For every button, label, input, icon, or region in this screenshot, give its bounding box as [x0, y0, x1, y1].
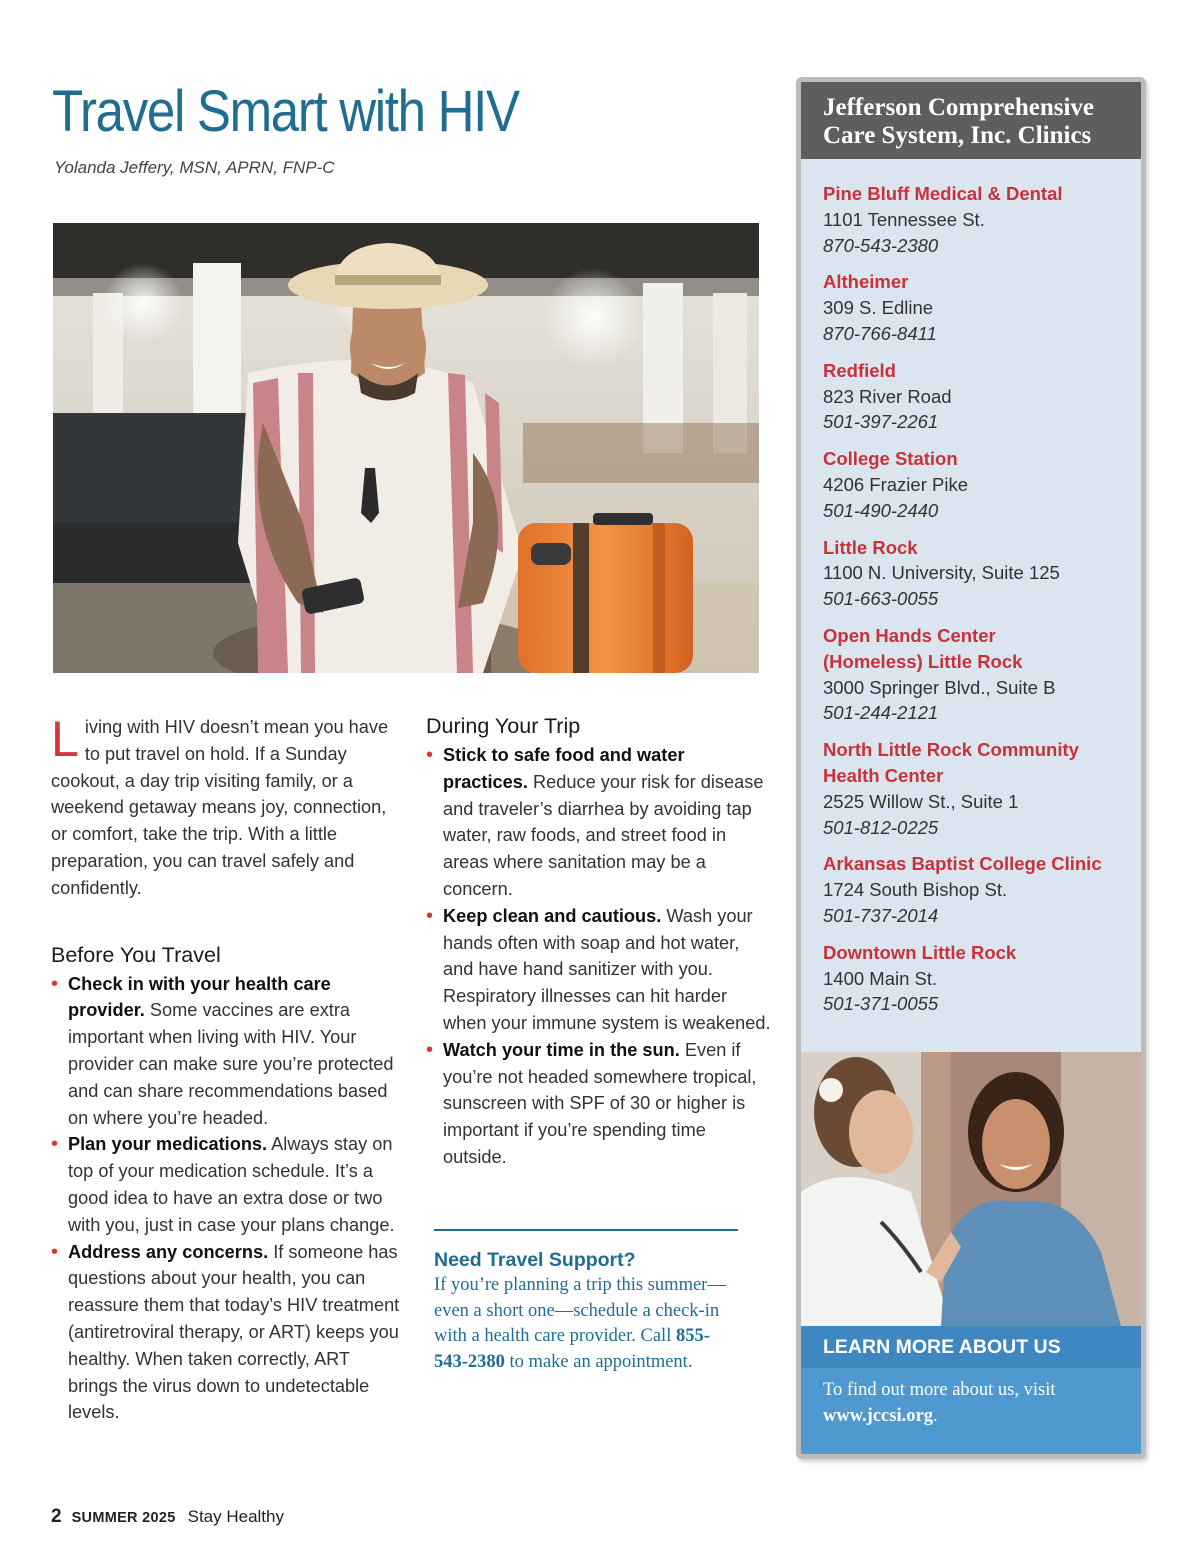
clinic-address: 1400 Main St.	[823, 967, 938, 989]
bullet-text: Some vaccines are extra important when living with HIV. Your provider can make sure you’re protected and can share recommendations based on where you’re headed.	[68, 1000, 394, 1128]
clinic-name: Open Hands Center (Homeless) Little Rock	[823, 624, 1023, 672]
clinic-entry	[823, 940, 1131, 1017]
callout-body	[434, 1273, 738, 1375]
callout-text-end: to make an appointment.	[504, 1351, 693, 1372]
learn-more-suffix: .	[932, 1406, 938, 1426]
callout-text: If you’re planning a trip this summer—even a short one—schedule a check-in with a health care provider. Call	[434, 1275, 726, 1346]
bullet-lead: Check in with your health care provider.	[68, 973, 331, 1021]
list-item	[426, 1037, 771, 1171]
clinic-phone: 870-766-8411	[823, 322, 937, 344]
clinic-phone: 501-371-0055	[823, 993, 939, 1015]
clinic-address: 2525 Willow St., Suite 1	[823, 790, 1019, 812]
learn-more-text: To find out more about us, visit	[823, 1380, 1056, 1400]
traveler-illustration	[53, 223, 759, 673]
column-right	[426, 712, 771, 1171]
bullet-text: Even if you’re not headed somewhere tropical, sunscreen with SPF of 30 or higher is important if you’re spending time outside.	[443, 1039, 757, 1167]
clinic-phone: 870-543-2380	[823, 234, 939, 256]
clinic-address: 1100 N. University, Suite 125	[823, 562, 1060, 584]
learn-more-heading: LEARN MORE ABOUT US	[801, 1326, 1141, 1368]
clinic-address: 3000 Springer Blvd., Suite B	[823, 676, 1056, 698]
bullet-lead: Plan your medications.	[68, 1134, 268, 1155]
issue-season: SUMMER 2025	[71, 1510, 176, 1526]
callout-title: Need Travel Support?	[434, 1249, 636, 1271]
clinic-phone: 501-397-2261	[823, 411, 939, 433]
bullet-text: Reduce your risk for disease and traveler’s diarrhea by avoiding tap water, raw foods, and street food in areas where sanitation may be a concern.	[443, 771, 764, 899]
during-trip-list	[426, 742, 771, 1171]
clinic-entry	[823, 851, 1131, 928]
bullet-lead: Watch your time in the sun.	[443, 1039, 680, 1060]
learn-more-body	[801, 1368, 1141, 1454]
clinic-entry	[823, 358, 1131, 435]
clinic-address: 4206 Frazier Pike	[823, 473, 968, 495]
bullet-lead: Stick to safe food and water practices.	[443, 745, 685, 792]
clinic-phone: 501-663-0055	[823, 588, 939, 610]
byline: Yolanda Jeffery, MSN, APRN, FNP-C	[54, 158, 335, 177]
before-travel-heading: Before You Travel	[51, 942, 221, 967]
clinic-phone: 501-490-2440	[823, 499, 939, 521]
clinic-entry	[823, 181, 1131, 258]
list-item	[51, 1131, 403, 1238]
list-item	[426, 742, 771, 903]
drop-cap: L	[51, 711, 79, 767]
sidebar-heading: Jefferson Comprehensive Care System, Inc. Clinics	[801, 82, 1141, 159]
article-title: Travel Smart with HIV	[52, 79, 519, 144]
bullet-text: Wash your hands often with soap and hot water, and have hand sanitizer with you. Respiratory illnesses can hit harder when your immune system is weakened.	[443, 905, 771, 1033]
column-left	[51, 711, 403, 1426]
intro-text: iving with HIV doesn’t mean you have to put travel on hold. If a Sunday cookout, a day trip visiting family, or a weekend getaway means joy, connection, or comfort, take the trip. With a little preparation, you can travel safely and confidently.	[51, 717, 389, 898]
clinic-name: North Little Rock Community Health Center	[823, 739, 1079, 786]
clinic-phone: 501-737-2014	[823, 904, 939, 926]
list-item	[51, 1239, 403, 1427]
clinic-name: Little Rock	[823, 536, 918, 558]
clinic-list	[801, 159, 1141, 1017]
clinic-entry	[823, 269, 1131, 346]
clinic-name: Arkansas Baptist College Clinic	[823, 853, 1102, 875]
clinic-entry	[823, 446, 1131, 523]
clinic-name: Downtown Little Rock	[823, 941, 1017, 963]
clinic-name: Redfield	[823, 359, 896, 381]
clinic-phone: 501-244-2121	[823, 702, 939, 724]
clinic-address: 823 River Road	[823, 385, 952, 407]
page-number: 2	[51, 1506, 62, 1527]
before-travel-list	[51, 971, 403, 1427]
provider-patient-illustration	[801, 1052, 1141, 1326]
list-item	[426, 903, 771, 1037]
clinic-address: 1724 South Bishop St.	[823, 879, 1008, 901]
list-item	[51, 971, 403, 1132]
website-link[interactable]: www.jccsi.org	[823, 1406, 933, 1426]
clinic-address: 309 S. Edline	[823, 297, 934, 319]
clinic-phone: 501-812-0225	[823, 816, 939, 838]
bullet-text: Always stay on top of your medication schedule. It’s a good idea to have an extra dose or two with you, just in case your plans change.	[68, 1134, 395, 1235]
intro-paragraph	[51, 711, 403, 902]
clinic-address: 1101 Tennessee St.	[823, 208, 985, 230]
clinic-name: Altheimer	[823, 271, 909, 293]
clinic-entry	[823, 623, 1131, 726]
clinic-name: Pine Bluff Medical & Dental	[823, 183, 1063, 204]
bullet-lead: Keep clean and cautious.	[443, 905, 662, 926]
travel-support-callout	[434, 1229, 738, 1375]
hero-photo-traveler	[53, 223, 759, 673]
page-footer	[51, 1506, 284, 1528]
clinic-name: College Station	[823, 448, 958, 470]
bullet-lead: Address any concerns.	[68, 1241, 269, 1262]
clinics-sidebar	[796, 77, 1146, 1459]
sidebar-photo-provider-patient	[801, 1052, 1141, 1326]
callout-phone-link[interactable]: 855-543-2380	[434, 1326, 710, 1372]
publication-name: Stay Healthy	[187, 1507, 284, 1526]
bullet-text: If someone has questions about your health, you can reassure them that today’s HIV treatment (antiretroviral therapy, or ART) keeps you healthy. When taken correctly, ART brings the virus down to undetectable levels.	[68, 1241, 400, 1423]
during-trip-heading: During Your Trip	[426, 714, 581, 738]
clinic-entry	[823, 737, 1131, 840]
clinic-entry	[823, 535, 1131, 612]
